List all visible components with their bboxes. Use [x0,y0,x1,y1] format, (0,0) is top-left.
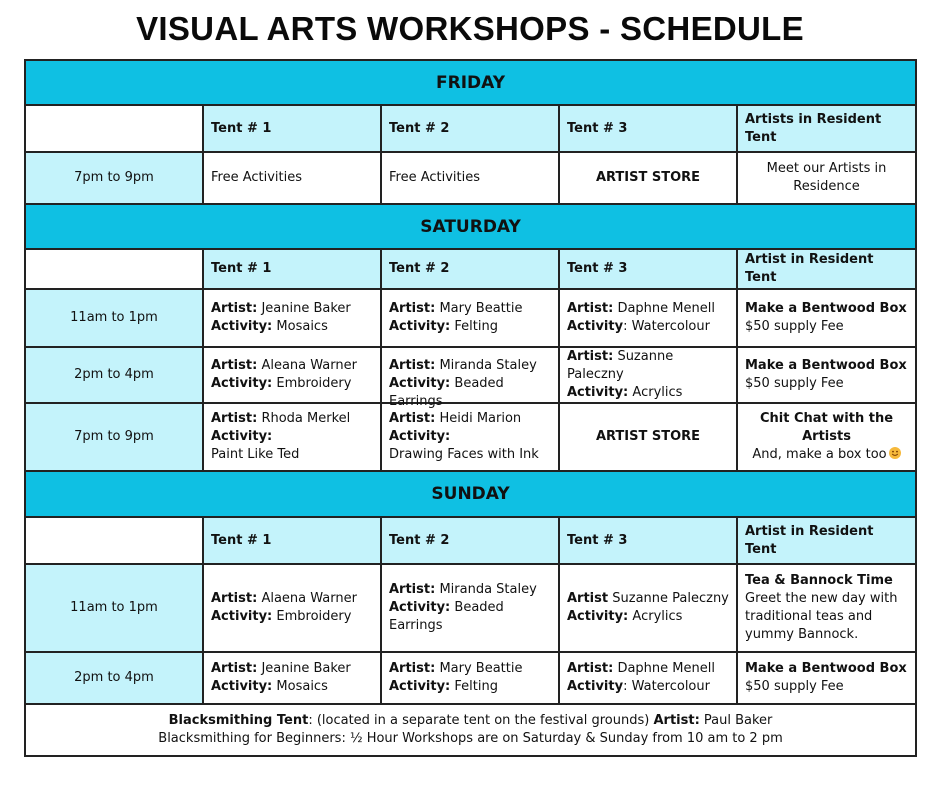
activity-name: Mosaics [276,679,328,694]
resident-cell [737,652,916,704]
activity-label: Activity [567,319,624,334]
activity-label: Activity [567,679,624,694]
activity-label: Activity: [567,385,629,400]
time-slot: 11am to 1pm [25,289,203,347]
activity-name: Embroidery [276,609,352,624]
header-blank [25,105,203,152]
activity-label: Activity: [389,319,451,334]
artist-label: Artist: [389,661,436,676]
header-tent-1: Tent # 1 [203,249,381,289]
blacksmithing-schedule: Blacksmithing for Beginners: ½ Hour Workshops are on Saturday & Sunday from 10 am to 2 pm [158,731,783,746]
artist-label: Artist: [211,301,258,316]
resident-cell [737,347,916,403]
artist-label: Artist: [389,301,436,316]
artist-name: Miranda Staley [439,582,537,597]
artist-name: Paul Baker [699,713,773,728]
activity-label: Activity: [389,600,451,615]
header-tent-1: Tent # 1 [203,517,381,564]
artist-name: Daphne Menell [617,661,715,676]
artist-label: Artist: [389,582,436,597]
activity-name: Drawing Faces with Ink [389,447,539,462]
artist-label: Artist: [211,591,258,606]
table-row [25,289,916,347]
table-row [25,403,916,471]
artist-name: Rhoda Merkel [261,411,351,426]
tent-1-cell [203,289,381,347]
activity-name: Felting [454,319,498,334]
artist-label: Artist: [211,411,258,426]
activity-name: Beaded Earrings [389,376,504,409]
header-tent-3: Tent # 3 [559,105,737,152]
artist-name: Jeanine Baker [261,301,351,316]
artist-name: Alaena Warner [261,591,357,606]
artist-label: Artist [567,591,609,606]
activity-label: Activity: [389,376,451,391]
activity-name: Watercolour [631,679,710,694]
header-tent-1: Tent # 1 [203,105,381,152]
artist-label: Artist: [211,358,258,373]
day-label-sunday: SUNDAY [25,471,916,517]
tent-3-cell: Artist: Daphne Menell Activity: Watercolour [559,652,737,704]
activity-name: Mosaics [276,319,328,334]
time-slot: 7pm to 9pm [25,152,203,204]
activity-name: Felting [454,679,498,694]
activity-label: Activity: [211,429,273,444]
resident-title: Tea & Bannock Time [745,573,893,588]
tent-3-cell: ARTIST STORE [559,403,737,471]
activity-label: Activity: [211,376,273,391]
header-blank [25,517,203,564]
resident-cell [737,564,916,652]
header-blank [25,249,203,289]
time-slot: 2pm to 4pm [25,652,203,704]
header-resident: Artists in Resident Tent [737,105,916,152]
header-tent-2: Tent # 2 [381,517,559,564]
artist-name: Mary Beattie [439,661,523,676]
tent-3-cell: Artist: Daphne Menell Activity: Watercolour [559,289,737,347]
table-row [25,347,916,403]
resident-title: Make a Bentwood Box [745,301,907,316]
header-resident: Artist in Resident Tent [737,517,916,564]
artist-name: Suzanne Paleczny [567,349,674,382]
friday-header-row [25,105,916,152]
tent-1-cell [203,652,381,704]
header-tent-3: Tent # 3 [559,249,737,289]
friday-band [25,60,916,105]
tent-1-cell [203,403,381,471]
blacksmithing-label: Blacksmithing Tent [168,713,309,728]
resident-subtitle: Greet the new day with traditional teas and yummy Bannock. [745,591,898,642]
footer-note [25,704,916,756]
resident-title: Make a Bentwood Box [745,661,907,676]
tent-2-cell [381,347,559,409]
activity-label: Activity: [211,319,273,334]
sunday-header-row [25,517,916,564]
saturday-header-row [25,249,916,289]
activity-name: Embroidery [276,376,352,391]
sunday-band [25,471,916,517]
day-label-friday: FRIDAY [25,60,916,105]
tent-3-cell [559,564,737,652]
table-row [25,152,916,204]
activity-label: Activity: [389,679,451,694]
header-tent-3: Tent # 3 [559,517,737,564]
resident-cell [737,289,916,347]
day-label-saturday: SATURDAY [25,204,916,249]
activity-name: Watercolour [631,319,710,334]
artist-name: Heidi Marion [439,411,522,426]
artist-name: Mary Beattie [439,301,523,316]
artist-label: Artist: [653,713,700,728]
activity-name: Paint Like Ted [211,447,300,462]
activity-name: Acrylics [632,385,683,400]
tent-1-cell [203,564,381,652]
resident-title: Chit Chat with the Artists [760,411,894,444]
artist-label: Artist: [567,301,614,316]
resident-subtitle: $50 supply Fee [745,319,844,334]
tent-2-cell [381,652,559,704]
resident-subtitle: And, make a box too [752,447,887,462]
page-title: VISUAL ARTS WORKSHOPS - SCHEDULE [136,10,804,47]
activity-name: Acrylics [632,609,683,624]
tent-2-cell [381,289,559,347]
tent-1-cell: Free Activities [203,152,381,204]
artist-name: Aleana Warner [261,358,357,373]
tent-2-cell [381,403,559,471]
table-row [25,652,916,704]
artist-label: Artist: [211,661,258,676]
schedule-table [24,59,917,757]
artist-label: Artist: [567,661,614,676]
footer-row [25,704,916,756]
activity-label: Activity: [389,429,451,444]
header-tent-2: Tent # 2 [381,249,559,289]
artist-name: Daphne Menell [617,301,715,316]
tent-2-cell [381,564,559,652]
tent-2-cell: Free Activities [381,152,559,204]
time-slot: 2pm to 4pm [25,347,203,403]
artist-name: Jeanine Baker [261,661,351,676]
artist-name: Suzanne Paleczny [612,591,729,606]
artist-label: Artist: [567,349,614,364]
time-slot: 11am to 1pm [25,564,203,652]
artist-name: Miranda Staley [439,358,537,373]
activity-label: Activity: [211,609,273,624]
resident-title: Make a Bentwood Box [745,358,907,373]
tent-3-cell [559,347,737,403]
resident-subtitle: $50 supply Fee [745,679,844,694]
header-resident: Artist in Resident Tent [737,249,916,289]
resident-cell [737,403,916,471]
table-row [25,564,916,652]
activity-label: Activity: [567,609,629,624]
blacksmithing-location: : (located in a separate tent on the festival grounds) [308,713,654,728]
header-tent-2: Tent # 2 [381,105,559,152]
artist-label: Artist: [389,358,436,373]
resident-subtitle: $50 supply Fee [745,376,844,391]
tent-3-cell: ARTIST STORE [559,152,737,204]
saturday-band [25,204,916,249]
artist-label: Artist: [389,411,436,426]
activity-name: Beaded Earrings [389,600,504,633]
activity-label: Activity: [211,679,273,694]
tent-1-cell [203,347,381,403]
resident-cell: Meet our Artists in Residence [737,152,916,204]
time-slot: 7pm to 9pm [25,403,203,471]
smiling-face-icon [889,447,901,459]
